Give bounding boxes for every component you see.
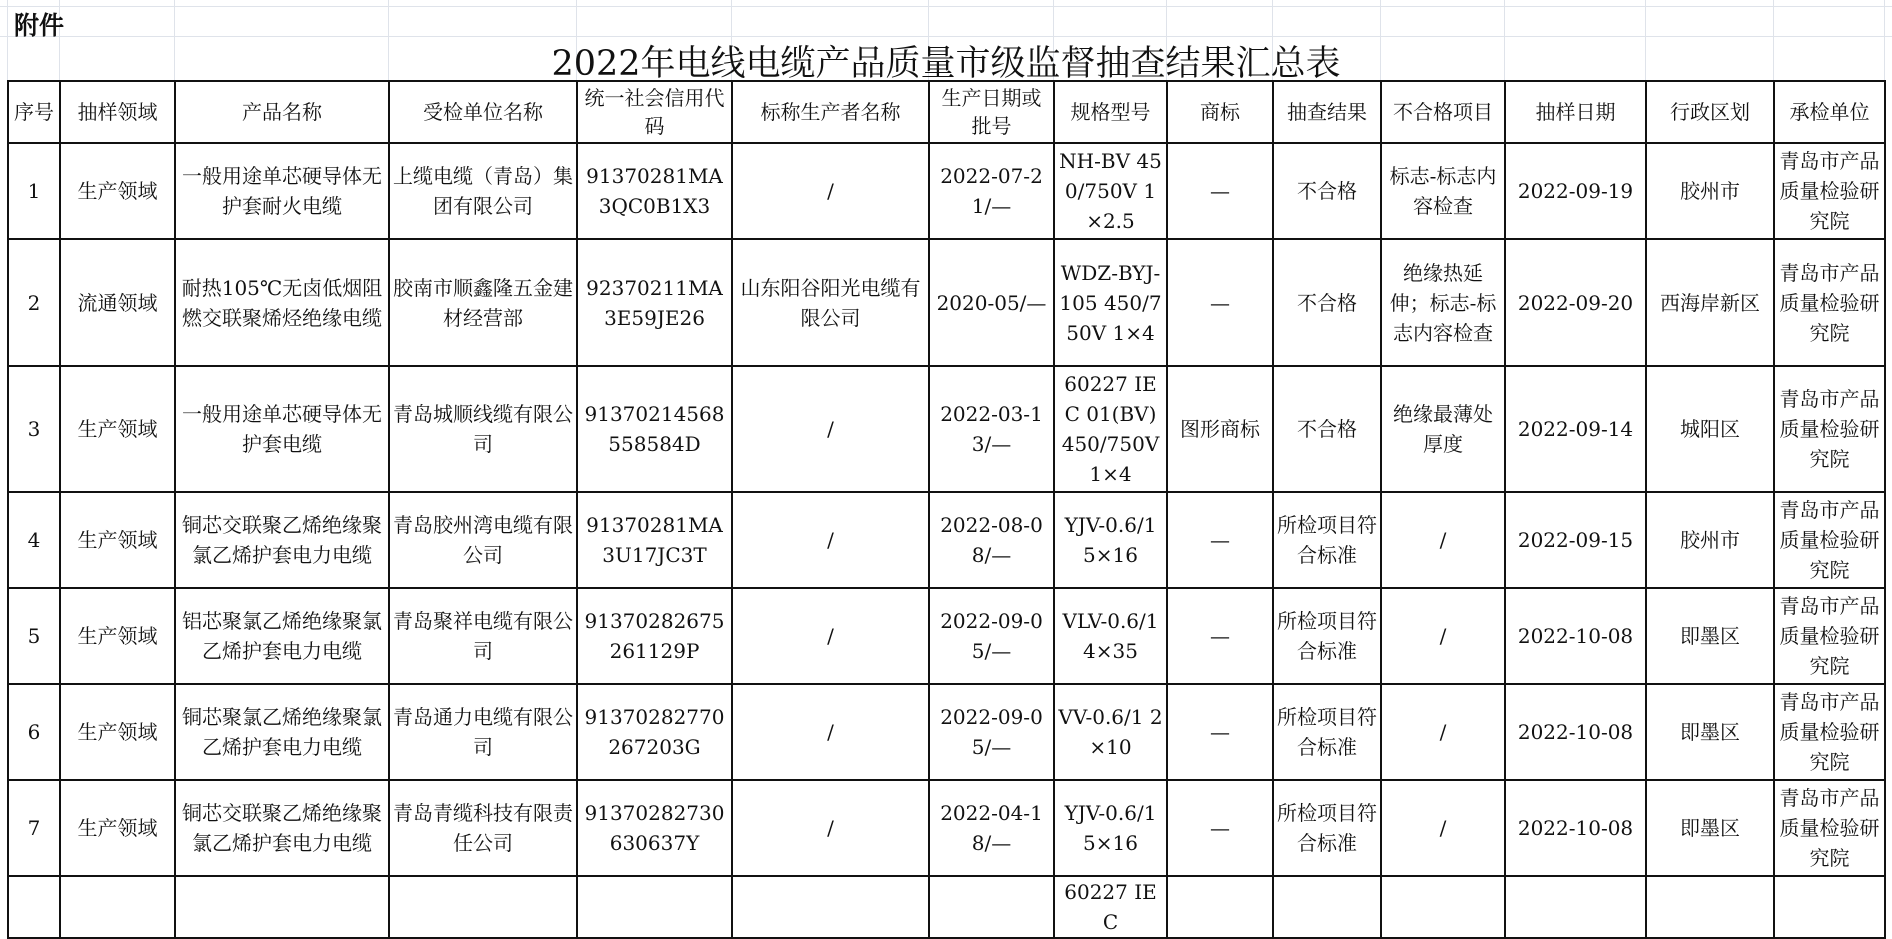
cell-sample-date: 2022-09-20 — [1505, 239, 1646, 366]
col-header-district: 行政区划 — [1646, 81, 1774, 143]
col-header-unit: 受检单位名称 — [389, 81, 577, 143]
cell-no: 6 — [8, 684, 60, 780]
cell-district: 胶州市 — [1646, 143, 1774, 239]
cell-product: 铜芯交联聚乙烯绝缘聚氯乙烯护套电力电缆 — [175, 780, 389, 876]
cell-producer: 山东阳谷阳光电缆有限公司 — [732, 239, 929, 366]
cell-producer: / — [732, 588, 929, 684]
cell-spec: VLV-0.6/1 4×35 — [1054, 588, 1167, 684]
cell-brand: — — [1167, 780, 1273, 876]
cell-field: 生产领域 — [60, 492, 175, 588]
table-row — [8, 143, 1885, 239]
table-row — [8, 588, 1885, 684]
cell-lab: 青岛市产品质量检验研究院 — [1774, 588, 1885, 684]
cell-sample-date: 2022-09-15 — [1505, 492, 1646, 588]
cell-field: 生产领域 — [60, 366, 175, 492]
cell-unit: 青岛通力电缆有限公司 — [389, 684, 577, 780]
cell-unit: 胶南市顺鑫隆五金建材经营部 — [389, 239, 577, 366]
cell-spec: YJV-0.6/1 5×16 — [1054, 492, 1167, 588]
cell-fail-items: / — [1381, 780, 1505, 876]
cell-sample-date — [1505, 876, 1646, 938]
cell-brand: — — [1167, 588, 1273, 684]
col-header-sample-date: 抽样日期 — [1505, 81, 1646, 143]
results-table — [7, 80, 1886, 939]
cell-district: 城阳区 — [1646, 366, 1774, 492]
page-title: 2022年电线电缆产品质量市级监督抽查结果汇总表 — [551, 44, 1341, 84]
col-header-lab: 承检单位 — [1774, 81, 1885, 143]
cell-brand: — — [1167, 684, 1273, 780]
cell-result: 所检项目符合标准 — [1273, 492, 1381, 588]
cell-district — [1646, 876, 1774, 938]
cell-sample-date: 2022-09-14 — [1505, 366, 1646, 492]
cell-no: 3 — [8, 366, 60, 492]
col-header-result: 抽查结果 — [1273, 81, 1381, 143]
cell-result: 所检项目符合标准 — [1273, 588, 1381, 684]
cell-district: 西海岸新区 — [1646, 239, 1774, 366]
table-row — [8, 780, 1885, 876]
col-header-fail-items: 不合格项目 — [1381, 81, 1505, 143]
cell-field: 生产领域 — [60, 143, 175, 239]
cell-result: 不合格 — [1273, 143, 1381, 239]
cell-lab: 青岛市产品质量检验研究院 — [1774, 780, 1885, 876]
cell-field: 流通领域 — [60, 239, 175, 366]
cell-district: 即墨区 — [1646, 684, 1774, 780]
cell-result: 所检项目符合标准 — [1273, 684, 1381, 780]
col-header-spec: 规格型号 — [1054, 81, 1167, 143]
cell-brand: 图形商标 — [1167, 366, 1273, 492]
cell-code: 91370282675261129P — [577, 588, 732, 684]
cell-fail-items: 标志-标志内容检查 — [1381, 143, 1505, 239]
cell-result: 不合格 — [1273, 239, 1381, 366]
cell-product: 一般用途单芯硬导体无护套电缆 — [175, 366, 389, 492]
cell-producer — [732, 876, 929, 938]
cell-code: 92370211MA3E59JE26 — [577, 239, 732, 366]
cell-spec: 60227 IEC 01(BV) 450/750V 1×4 — [1054, 366, 1167, 492]
cell-product: 铜芯交联聚乙烯绝缘聚氯乙烯护套电力电缆 — [175, 492, 389, 588]
cell-brand: — — [1167, 492, 1273, 588]
cell-product: 铜芯聚氯乙烯绝缘聚氯乙烯护套电力电缆 — [175, 684, 389, 780]
cell-lab: 青岛市产品质量检验研究院 — [1774, 239, 1885, 366]
table-row — [8, 239, 1885, 366]
cell-product: 一般用途单芯硬导体无护套耐火电缆 — [175, 143, 389, 239]
cell-lab — [1774, 876, 1885, 938]
col-header-code: 统一社会信用代码 — [577, 81, 732, 143]
cell-fail-items — [1381, 876, 1505, 938]
cell-field: 生产领域 — [60, 780, 175, 876]
cell-prod-date: 2022-07-21/— — [929, 143, 1054, 239]
cell-spec: VV-0.6/1 2×10 — [1054, 684, 1167, 780]
cell-code: 91370282770267203G — [577, 684, 732, 780]
cell-sample-date: 2022-10-08 — [1505, 780, 1646, 876]
cell-brand — [1167, 876, 1273, 938]
cell-unit: 青岛胶州湾电缆有限公司 — [389, 492, 577, 588]
cell-result: 不合格 — [1273, 366, 1381, 492]
cell-lab: 青岛市产品质量检验研究院 — [1774, 684, 1885, 780]
gridline — [0, 6, 1892, 7]
cell-field: 生产领域 — [60, 684, 175, 780]
cell-result — [1273, 876, 1381, 938]
table-row — [8, 876, 1885, 938]
annex-label: 附件 — [14, 11, 65, 40]
cell-prod-date: 2022-09-05/— — [929, 588, 1054, 684]
cell-spec: YJV-0.6/1 5×16 — [1054, 780, 1167, 876]
cell-prod-date: 2022-03-13/— — [929, 366, 1054, 492]
cell-prod-date: 2022-04-18/— — [929, 780, 1054, 876]
cell-district: 胶州市 — [1646, 492, 1774, 588]
cell-no — [8, 876, 60, 938]
cell-fail-items: / — [1381, 588, 1505, 684]
cell-prod-date: 2022-08-08/— — [929, 492, 1054, 588]
cell-no: 5 — [8, 588, 60, 684]
cell-lab: 青岛市产品质量检验研究院 — [1774, 143, 1885, 239]
cell-no: 1 — [8, 143, 60, 239]
cell-spec: NH-BV 450/750V 1×2.5 — [1054, 143, 1167, 239]
cell-fail-items: 绝缘热延伸；标志-标志内容检查 — [1381, 239, 1505, 366]
cell-unit: 青岛青缆科技有限责任公司 — [389, 780, 577, 876]
cell-sample-date: 2022-10-08 — [1505, 588, 1646, 684]
cell-lab: 青岛市产品质量检验研究院 — [1774, 492, 1885, 588]
cell-unit: 上缆电缆（青岛）集团有限公司 — [389, 143, 577, 239]
col-header-producer: 标称生产者名称 — [732, 81, 929, 143]
table-row — [8, 366, 1885, 492]
cell-lab: 青岛市产品质量检验研究院 — [1774, 366, 1885, 492]
cell-brand: — — [1167, 143, 1273, 239]
cell-unit: 青岛聚祥电缆有限公司 — [389, 588, 577, 684]
cell-no: 2 — [8, 239, 60, 366]
cell-district: 即墨区 — [1646, 588, 1774, 684]
cell-code: 91370281MA3QC0B1X3 — [577, 143, 732, 239]
cell-prod-date — [929, 876, 1054, 938]
cell-product: 铝芯聚氯乙烯绝缘聚氯乙烯护套电力电缆 — [175, 588, 389, 684]
cell-producer: / — [732, 684, 929, 780]
cell-brand: — — [1167, 239, 1273, 366]
cell-no: 4 — [8, 492, 60, 588]
cell-prod-date: 2020-05/— — [929, 239, 1054, 366]
cell-field — [60, 876, 175, 938]
cell-fail-items: 绝缘最薄处厚度 — [1381, 366, 1505, 492]
col-header-product: 产品名称 — [175, 81, 389, 143]
cell-unit: 青岛城顺线缆有限公司 — [389, 366, 577, 492]
cell-fail-items: / — [1381, 492, 1505, 588]
col-header-brand: 商标 — [1167, 81, 1273, 143]
col-header-no: 序号 — [8, 81, 60, 143]
cell-fail-items: / — [1381, 684, 1505, 780]
cell-code — [577, 876, 732, 938]
cell-no: 7 — [8, 780, 60, 876]
col-header-prod-date: 生产日期或批号 — [929, 81, 1054, 143]
table-row — [8, 684, 1885, 780]
cell-district: 即墨区 — [1646, 780, 1774, 876]
col-header-field: 抽样领域 — [60, 81, 175, 143]
header-row — [8, 81, 1885, 143]
cell-sample-date: 2022-09-19 — [1505, 143, 1646, 239]
cell-producer: / — [732, 143, 929, 239]
cell-producer: / — [732, 780, 929, 876]
cell-producer: / — [732, 366, 929, 492]
cell-prod-date: 2022-09-05/— — [929, 684, 1054, 780]
cell-sample-date: 2022-10-08 — [1505, 684, 1646, 780]
cell-producer: / — [732, 492, 929, 588]
cell-code: 91370214568558584D — [577, 366, 732, 492]
cell-result: 所检项目符合标准 — [1273, 780, 1381, 876]
cell-spec: WDZ-BYJ-105 450/750V 1×4 — [1054, 239, 1167, 366]
cell-spec: 60227 IEC — [1054, 876, 1167, 938]
cell-field: 生产领域 — [60, 588, 175, 684]
table-row — [8, 492, 1885, 588]
cell-code: 91370281MA3U17JC3T — [577, 492, 732, 588]
cell-unit — [389, 876, 577, 938]
cell-product — [175, 876, 389, 938]
cell-code: 91370282730630637Y — [577, 780, 732, 876]
cell-product: 耐热105℃无卤低烟阻燃交联聚烯烃绝缘电缆 — [175, 239, 389, 366]
